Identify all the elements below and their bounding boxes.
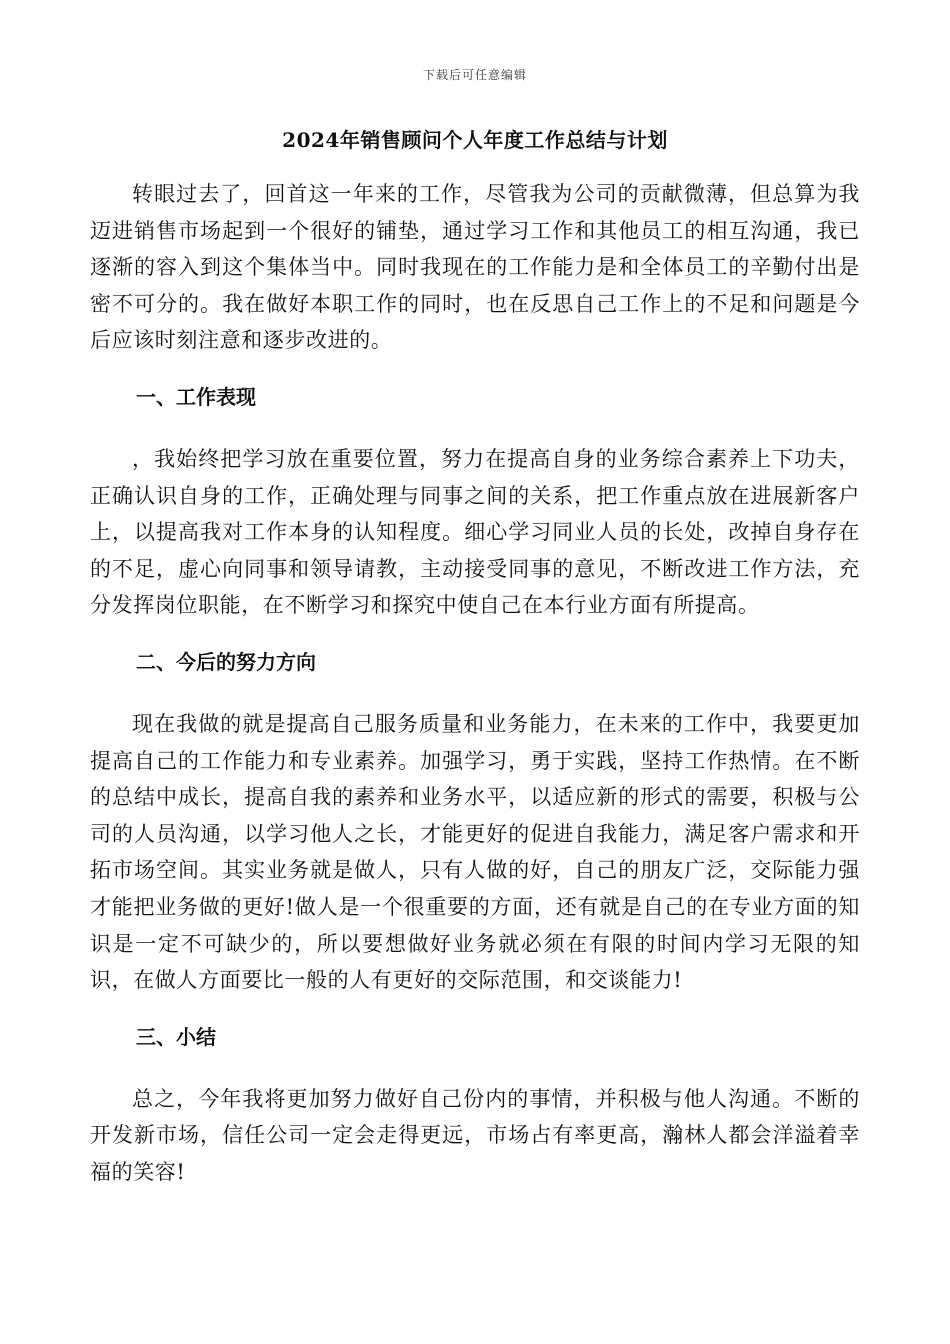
section-heading-summary: 三、小结 xyxy=(136,1024,216,1049)
header-note: 下载后可任意编辑 xyxy=(422,68,527,82)
section-heading-performance: 一、工作表现 xyxy=(136,384,256,409)
document-title: 2024年销售顾问个人年度工作总结与计划 xyxy=(282,128,668,152)
section-body-direction: 现在我做的就是提高自己服务质量和业务能力，在未来的工作中，我要更加提高自己的工作能力和专业素养。加强学习，勇于实践，坚持工作热情。在不断的总结中成长，提高自我的素养和业务水平，以适应新的形式的需要，积极与公司的人员沟通，以学习他人之长，才能更好的促进自我能力，满足客户需求和开拓市场空间。其实业务就是做人，只有人做的好，自己的朋友广泛，交际能力强才能把业务做的更好!做人是一个很重要的方面，还有就是自己的在专业方面的知识是一定不可缺少的，所以要想做好业务就必须在有限的时间内学习无限的知识，在做人方面要比一般的人有更好的交际范围，和交谈能力! xyxy=(90,711,860,993)
section-body-summary: 总之，今年我将更加努力做好自己份内的事情，并积极与他人沟通。不断的开发新市场，信任公司一定会走得更远，市场占有率更高，瀚林人都会洋溢着幸福的笑容! xyxy=(90,1086,860,1184)
intro-paragraph: 转眼过去了，回首这一年来的工作，尽管我为公司的贡献微薄，但总算为我迈进销售市场起到一个很好的铺垫，通过学习工作和其他员工的相互沟通，我已逐渐的容入到这个集体当中。同时我现在的工作能力是和全体员工的辛勤付出是密不可分的。我在做好本职工作的同时，也在反思自己工作上的不足和问题是今后应该时刻注意和逐步改进的。 xyxy=(90,182,860,353)
document-body xyxy=(90,176,860,1190)
section-heading-direction: 二、今后的努力方向 xyxy=(136,649,316,674)
section-body-performance: ，我始终把学习放在重要位置，努力在提高自身的业务综合素养上下功夫，正确认识自身的工作，正确处理与同事之间的关系，把工作重点放在进展新客户上，以提高我对工作本身的认知程度。细心学习同业人员的长处，改掉自身存在的不足，虚心向同事和领导请教，主动接受同事的意见，不断改进工作方法，充分发挥岗位职能，在不断学习和探究中使自己在本行业方面有所提高。 xyxy=(90,446,860,618)
